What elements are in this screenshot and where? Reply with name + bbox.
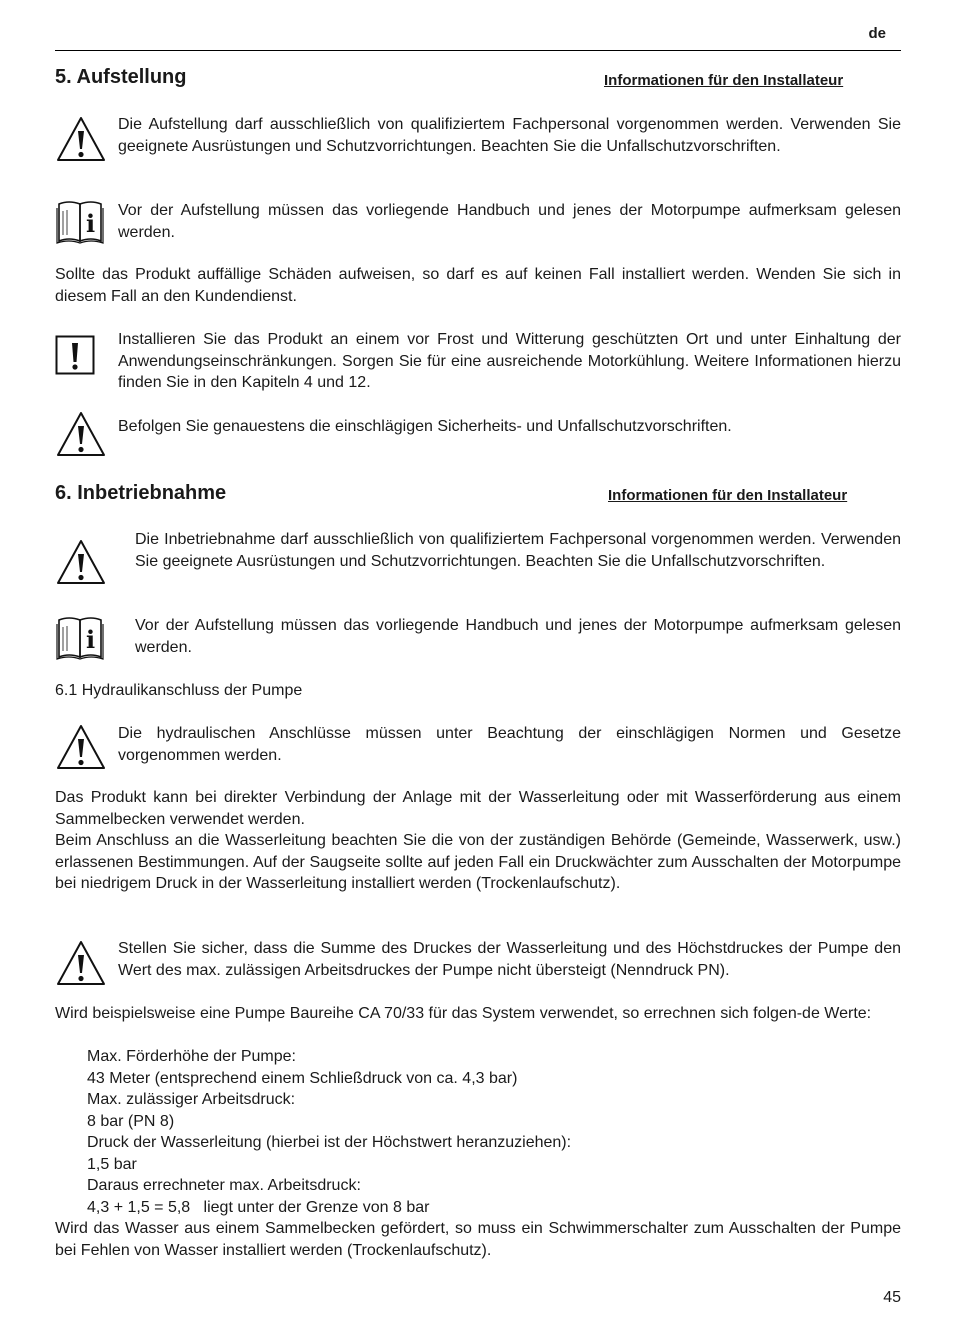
example-line: 4,3 + 1,5 = 5,8 liegt unter der Grenze von 8 bar bbox=[87, 1199, 430, 1216]
subsection-6-1-title: 6.1 Hydraulikanschluss der Pumpe bbox=[55, 682, 303, 699]
svg-text:i: i bbox=[85, 625, 96, 654]
section-5-body-1: Sollte das Produkt auffällige Schäden aufweisen, so darf es auf keinen Fall installiert werden. Wenden Sie sich in diesem Fall an den Kundendienst. bbox=[55, 266, 901, 305]
example-intro: Wird beispielsweise eine Pumpe Baureihe CA 70/33 für das System verwendet, so errechnen sich folgen-de Werte: bbox=[55, 1005, 872, 1022]
example-line: Daraus errechneter max. Arbeitsdruck: bbox=[87, 1177, 361, 1194]
section-5-caution-1: Installieren Sie das Produkt an einem vor Frost und Witterung geschützten Ort und unter Einhaltung der Anwendungseinschränkungen. Sorgen Sie für eine ausreichende Motorkühlung. Weitere Informationen hierzu finden Sie in den Kapiteln 4 und 12. bbox=[118, 331, 901, 391]
warning-triangle-icon bbox=[55, 538, 107, 586]
exclamation-box-icon bbox=[55, 335, 95, 375]
section-5-warning-1: Die Aufstellung darf ausschließlich von qualifiziertem Fachpersonal vorgenommen werden. Verwenden Sie geeignete Ausrüstungen und Schutzvorrichtungen. Beachten Sie die Unfallschutzvorschriften. bbox=[118, 116, 901, 155]
section-5-warning-2: Befolgen Sie genauestens die einschlägigen Sicherheits- und Unfallschutzvorschriften. bbox=[118, 418, 732, 435]
example-line: 8 bar (PN 8) bbox=[87, 1113, 175, 1130]
manual-info-icon bbox=[55, 199, 105, 245]
example-line: 1,5 bar bbox=[87, 1156, 137, 1173]
section-6-warning-1: Die Inbetriebnahme darf ausschließlich von qualifiziertem Fachpersonal vorgenommen werden. Verwenden Sie geeignete Ausrüstungen und Schutzvorrichtungen. Beachten Sie die Unfallschutzvorschriften. bbox=[135, 531, 901, 570]
svg-text:i: i bbox=[85, 209, 96, 238]
warning-triangle-icon bbox=[55, 723, 107, 771]
warning-triangle-icon bbox=[55, 410, 107, 458]
subsection-6-1-body-1: Das Produkt kann bei direkter Verbindung der Anlage mit der Wasserleitung oder mit Wasserförderung aus einem Sammelbecken verwendet werden. bbox=[55, 789, 901, 828]
warning-triangle-icon bbox=[55, 115, 107, 163]
section-5-info-1: Vor der Aufstellung müssen das vorliegende Handbuch und jenes der Motorpumpe aufmerksam gelesen werden. bbox=[118, 202, 901, 241]
example-line: Max. Förderhöhe der Pumpe: bbox=[87, 1048, 296, 1065]
subsection-6-1-body-3: Wird das Wasser aus einem Sammelbecken gefördert, so muss ein Schwimmerschalter zum Ausschalten der Pumpe bei Fehlen von Wasser installiert werden (Trockenlaufschutz). bbox=[55, 1220, 901, 1259]
header-rule bbox=[55, 50, 901, 51]
warning-triangle-icon bbox=[55, 939, 107, 987]
example-line: Druck der Wasserleitung (hierbei ist der Höchstwert heranzuziehen): bbox=[87, 1134, 572, 1151]
example-line: Max. zulässiger Arbeitsdruck: bbox=[87, 1091, 296, 1108]
section-5-title: 5. Aufstellung bbox=[55, 66, 187, 88]
section-6-info-1: Vor der Aufstellung müssen das vorliegende Handbuch und jenes der Motorpumpe aufmerksam gelesen werden. bbox=[135, 617, 901, 656]
manual-info-icon bbox=[55, 615, 105, 661]
example-line: 43 Meter (entsprechend einem Schließdruck von ca. 4,3 bar) bbox=[87, 1070, 518, 1087]
subsection-6-1-warning-1: Die hydraulischen Anschlüsse müssen unter Beachtung der einschlägigen Normen und Gesetze vorgenommen werden. bbox=[118, 725, 901, 764]
subsection-6-1-warning-2: Stellen Sie sicher, dass die Summe des Druckes der Wasserleitung und des Höchstdruckes der Pumpe den Wert des max. zulässigen Arbeitsdruckes der Pumpe nicht übersteigt (Nenndruck PN). bbox=[118, 940, 901, 979]
section-6-subtitle: Informationen für den Installateur bbox=[608, 487, 848, 504]
section-5-subtitle: Informationen für den Installateur bbox=[604, 72, 844, 89]
section-6-title: 6. Inbetriebnahme bbox=[55, 482, 227, 504]
language-code: de bbox=[868, 25, 886, 42]
subsection-6-1-body-2: Beim Anschluss an die Wasserleitung beachten Sie die von der zuständigen Behörde (Gemeinde, Wasserwerk, usw.) erlassenen Bestimmungen. Auf der Saugseite sollte auf jeden Fall ein Druckwächter zum Ausschalten der Motorpumpe bei niedrigem Druck in der Wasserleitung installiert werden (Trockenlaufschutz). bbox=[55, 832, 901, 892]
page-number: 45 bbox=[883, 1289, 901, 1306]
